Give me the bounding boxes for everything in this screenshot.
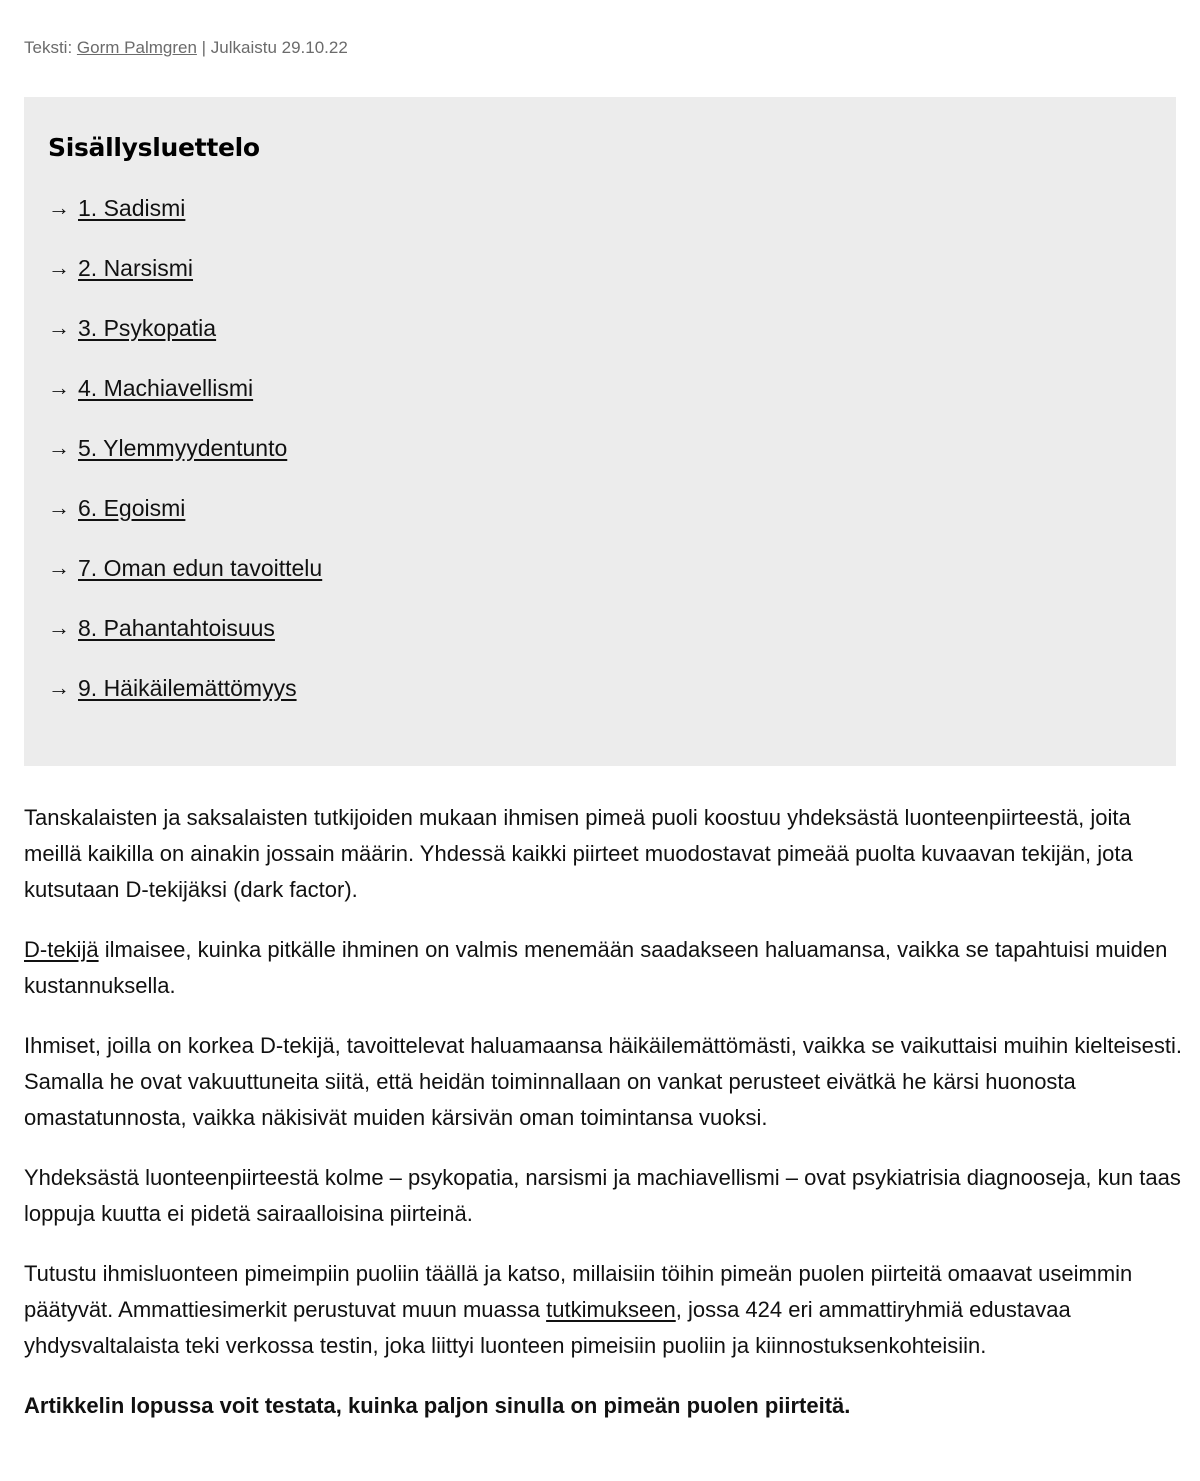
- toc-item-narsismi: [48, 238, 1152, 298]
- arrow-right-icon: →: [48, 195, 70, 220]
- toc-item-pahantahtoisuus: [48, 598, 1152, 658]
- paragraph-research-text-before: Tutustu ihmisluonteen pimeimpiin puoliin täällä ja katso, millaisiin töihin pimeän puolen piirteitä omaavat useimmin päätyvät. Ammattiesimerkit perustuvat muun muassa: [24, 1261, 1133, 1322]
- toc-link-narsismi[interactable]: 2. Narsismi: [78, 254, 194, 281]
- arrow-right-icon: →: [48, 375, 70, 400]
- arrow-right-icon: →: [48, 315, 70, 340]
- table-of-contents: [24, 97, 1176, 766]
- paragraph-research-text-after: , jossa 424 eri ammattiryhmiä edustavaa yhdysvaltalaista teki verkossa testin, joka liittyi luonteen pimeisiin puoliin ja kiinnostuksenkohteisiin.: [24, 1297, 1071, 1358]
- paragraph-intro: Tanskalaisten ja saksalaisten tutkijoiden mukaan ihmisen pimeä puoli koostuu yhdeksästä luonteenpiirteestä, joita meillä kaikilla on ainakin jossain määrin. Yhdessä kaikki piirteet muodostavat pimeää puolta kuvaavan tekijän, jota kutsutaan D-tekijäksi (dark factor).: [24, 805, 1133, 902]
- arrow-right-icon: →: [48, 555, 70, 580]
- toc-list: [48, 178, 1152, 718]
- arrow-right-icon: →: [48, 255, 70, 280]
- toc-item-machiavellismi: [48, 358, 1152, 418]
- article-body: [24, 800, 1184, 1448]
- arrow-right-icon: →: [48, 435, 70, 460]
- paragraph-d-factor-text: ilmaisee, kuinka pitkälle ihminen on valmis menemään saadakseen haluamansa, vaikka se tapahtuisi muiden kustannuksella.: [24, 937, 1168, 998]
- d-factor-link[interactable]: D-tekijä: [24, 937, 99, 962]
- toc-item-haikailemattomyys: [48, 658, 1152, 718]
- toc-item-psykopatia: [48, 298, 1152, 358]
- arrow-right-icon: →: [48, 495, 70, 520]
- byline: [24, 38, 348, 58]
- author-link[interactable]: Gorm Palmgren: [76, 38, 197, 57]
- published-date: | Julkaistu 29.10.22: [201, 38, 348, 57]
- paragraph-research: [24, 1256, 1184, 1364]
- paragraph-test-teaser: Artikkelin lopussa voit testata, kuinka paljon sinulla on pimeän puolen piirteitä.: [24, 1393, 851, 1418]
- toc-link-ylemmyydentunto[interactable]: 5. Ylemmyydentunto: [78, 434, 288, 461]
- byline-prefix: Teksti:: [24, 38, 73, 57]
- paragraph-high-d: Ihmiset, joilla on korkea D-tekijä, tavoittelevat haluamaansa häikäilemättömästi, vaikka se vaikuttaisi muihin kielteisesti. Samalla he ovat vakuuttuneita siitä, että heidän toiminnallaan on vankat perusteet eivätkä he kärsi huonosta omastatunnosta, vaikka näkisivät muiden kärsivän oman toimintansa vuoksi.: [24, 1033, 1182, 1130]
- arrow-right-icon: →: [48, 675, 70, 700]
- toc-link-sadismi[interactable]: 1. Sadismi: [78, 194, 186, 221]
- toc-item-ylemmyydentunto: [48, 418, 1152, 478]
- toc-link-psykopatia[interactable]: 3. Psykopatia: [78, 314, 217, 341]
- toc-item-oman-edun-tavoittelu: [48, 538, 1152, 598]
- toc-link-pahantahtoisuus[interactable]: 8. Pahantahtoisuus: [78, 614, 275, 641]
- toc-item-sadismi: [48, 178, 1152, 238]
- research-link[interactable]: tutkimukseen: [546, 1297, 676, 1322]
- toc-item-egoismi: [48, 478, 1152, 538]
- toc-title: Sisällysluettelo: [48, 133, 260, 162]
- toc-link-haikailemattomyys[interactable]: 9. Häikäilemättömyys: [78, 674, 297, 701]
- toc-link-oman-edun-tavoittelu[interactable]: 7. Oman edun tavoittelu: [78, 554, 323, 581]
- paragraph-diagnoses: Yhdeksästä luonteenpiirteestä kolme – psykopatia, narsismi ja machiavellismi – ovat psykiatrisia diagnooseja, kun taas loppuja kuutta ei pidetä sairaalloisina piirteinä.: [24, 1165, 1181, 1226]
- arrow-right-icon: →: [48, 615, 70, 640]
- toc-link-machiavellismi[interactable]: 4. Machiavellismi: [78, 374, 254, 401]
- toc-link-egoismi[interactable]: 6. Egoismi: [78, 494, 186, 521]
- paragraph-d-factor: [24, 932, 1184, 1004]
